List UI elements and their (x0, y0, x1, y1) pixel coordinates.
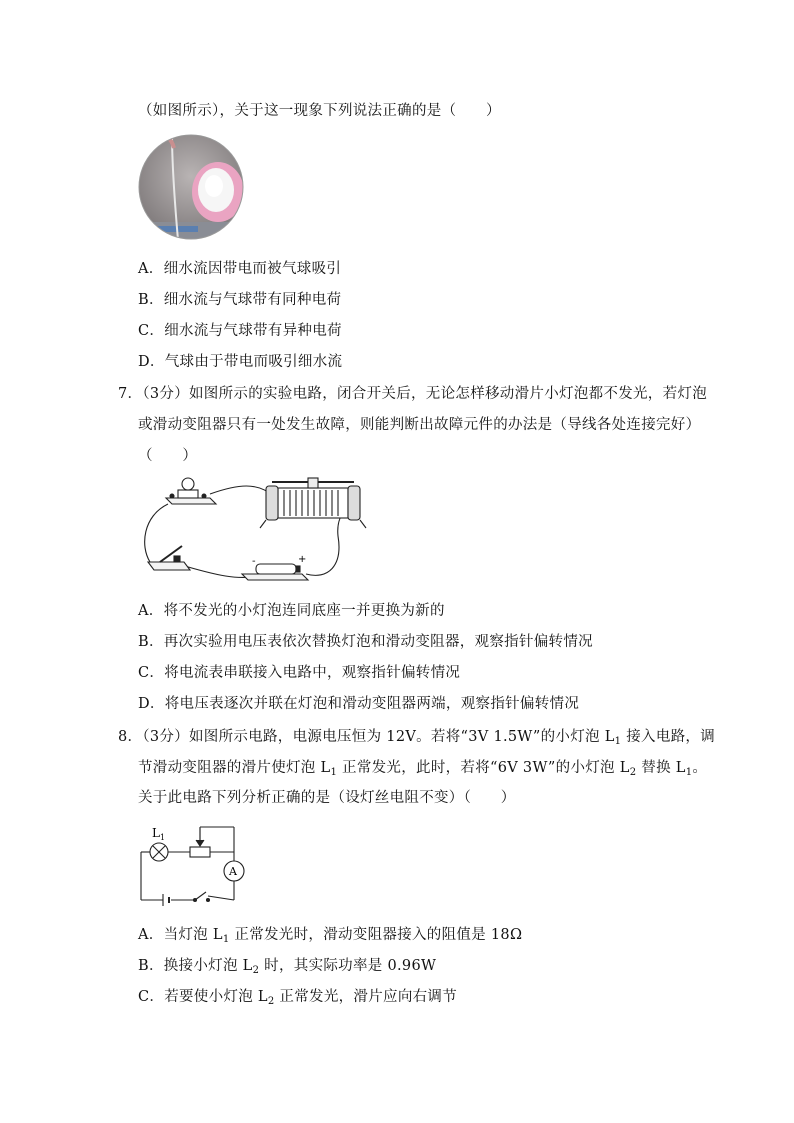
q8-stem-line2: 节滑动变阻器的滑片使灯泡 $L_1$ 正常发光，此时，若将“6V 3W”的小灯泡 $L_2$ 替换 $L_1$。 (138, 760, 708, 778)
q6-option-c: C．细水流与气球带有异种电荷 (138, 323, 342, 339)
battery-plus-label: + (298, 554, 307, 565)
battery-minus-label: - (252, 556, 256, 567)
q7-stem-line3: （ ） (138, 448, 198, 464)
q8-option-a: A．当灯泡 $L_1$ 正常发光时，滑动变阻器接入的阻值是 18Ω (138, 927, 523, 945)
q7-circuit-diagram (138, 476, 368, 588)
q7-option-d: D．将电压表逐次并联在灯泡和滑动变阻器两端，观察指针偏转情况 (138, 696, 580, 712)
q7-stem-line2: 或滑动变阻器只有一处发生故障，则能判断出故障元件的办法是（导线各处连接完好） (138, 417, 701, 433)
q7-stem-line1: 7．（3分）如图所示的实验电路，闭合开关后，无论怎样移动滑片小灯泡都不发光，若灯泡 (118, 386, 707, 402)
q8-stem-line1: 8．（3分）如图所示电路，电源电压恒为 12V。若将“3V 1.5W”的小灯泡 $L_1$ 接入电路，调 (118, 729, 716, 747)
q8-option-b: B．换接小灯泡 $L_2$ 时，其实际功率是 0.96W (138, 958, 437, 976)
q8-circuit-schematic (138, 824, 250, 906)
q6-option-a: A．细水流因带电而被气球吸引 (138, 261, 342, 277)
q8-stem-line3: 关于此电路下列分析正确的是（设灯丝电阻不变）（ ） (138, 790, 516, 806)
q7-option-b: B．再次实验用电压表依次替换灯泡和滑动变阻器，观察指针偏转情况 (138, 634, 593, 650)
q6-stem: （如图所示），关于这一现象下列说法正确的是（ ） (138, 103, 501, 119)
q6-option-d: D．气球由于带电而吸引细水流 (138, 354, 343, 370)
q6-option-b: B．细水流与气球带有同种电荷 (138, 292, 342, 308)
q8-option-c: C．若要使小灯泡 $L_2$ 正常发光，滑片应向右调节 (138, 989, 458, 1007)
lamp-label: $L_1$ (152, 826, 166, 842)
q7-option-c: C．将电流表串联接入电路中，观察指针偏转情况 (138, 665, 461, 681)
q7-option-a: A．将不发光的小灯泡连同底座一并更换为新的 (138, 603, 445, 619)
ammeter-label: A (229, 865, 237, 878)
q6-balloon-photo (138, 134, 244, 240)
